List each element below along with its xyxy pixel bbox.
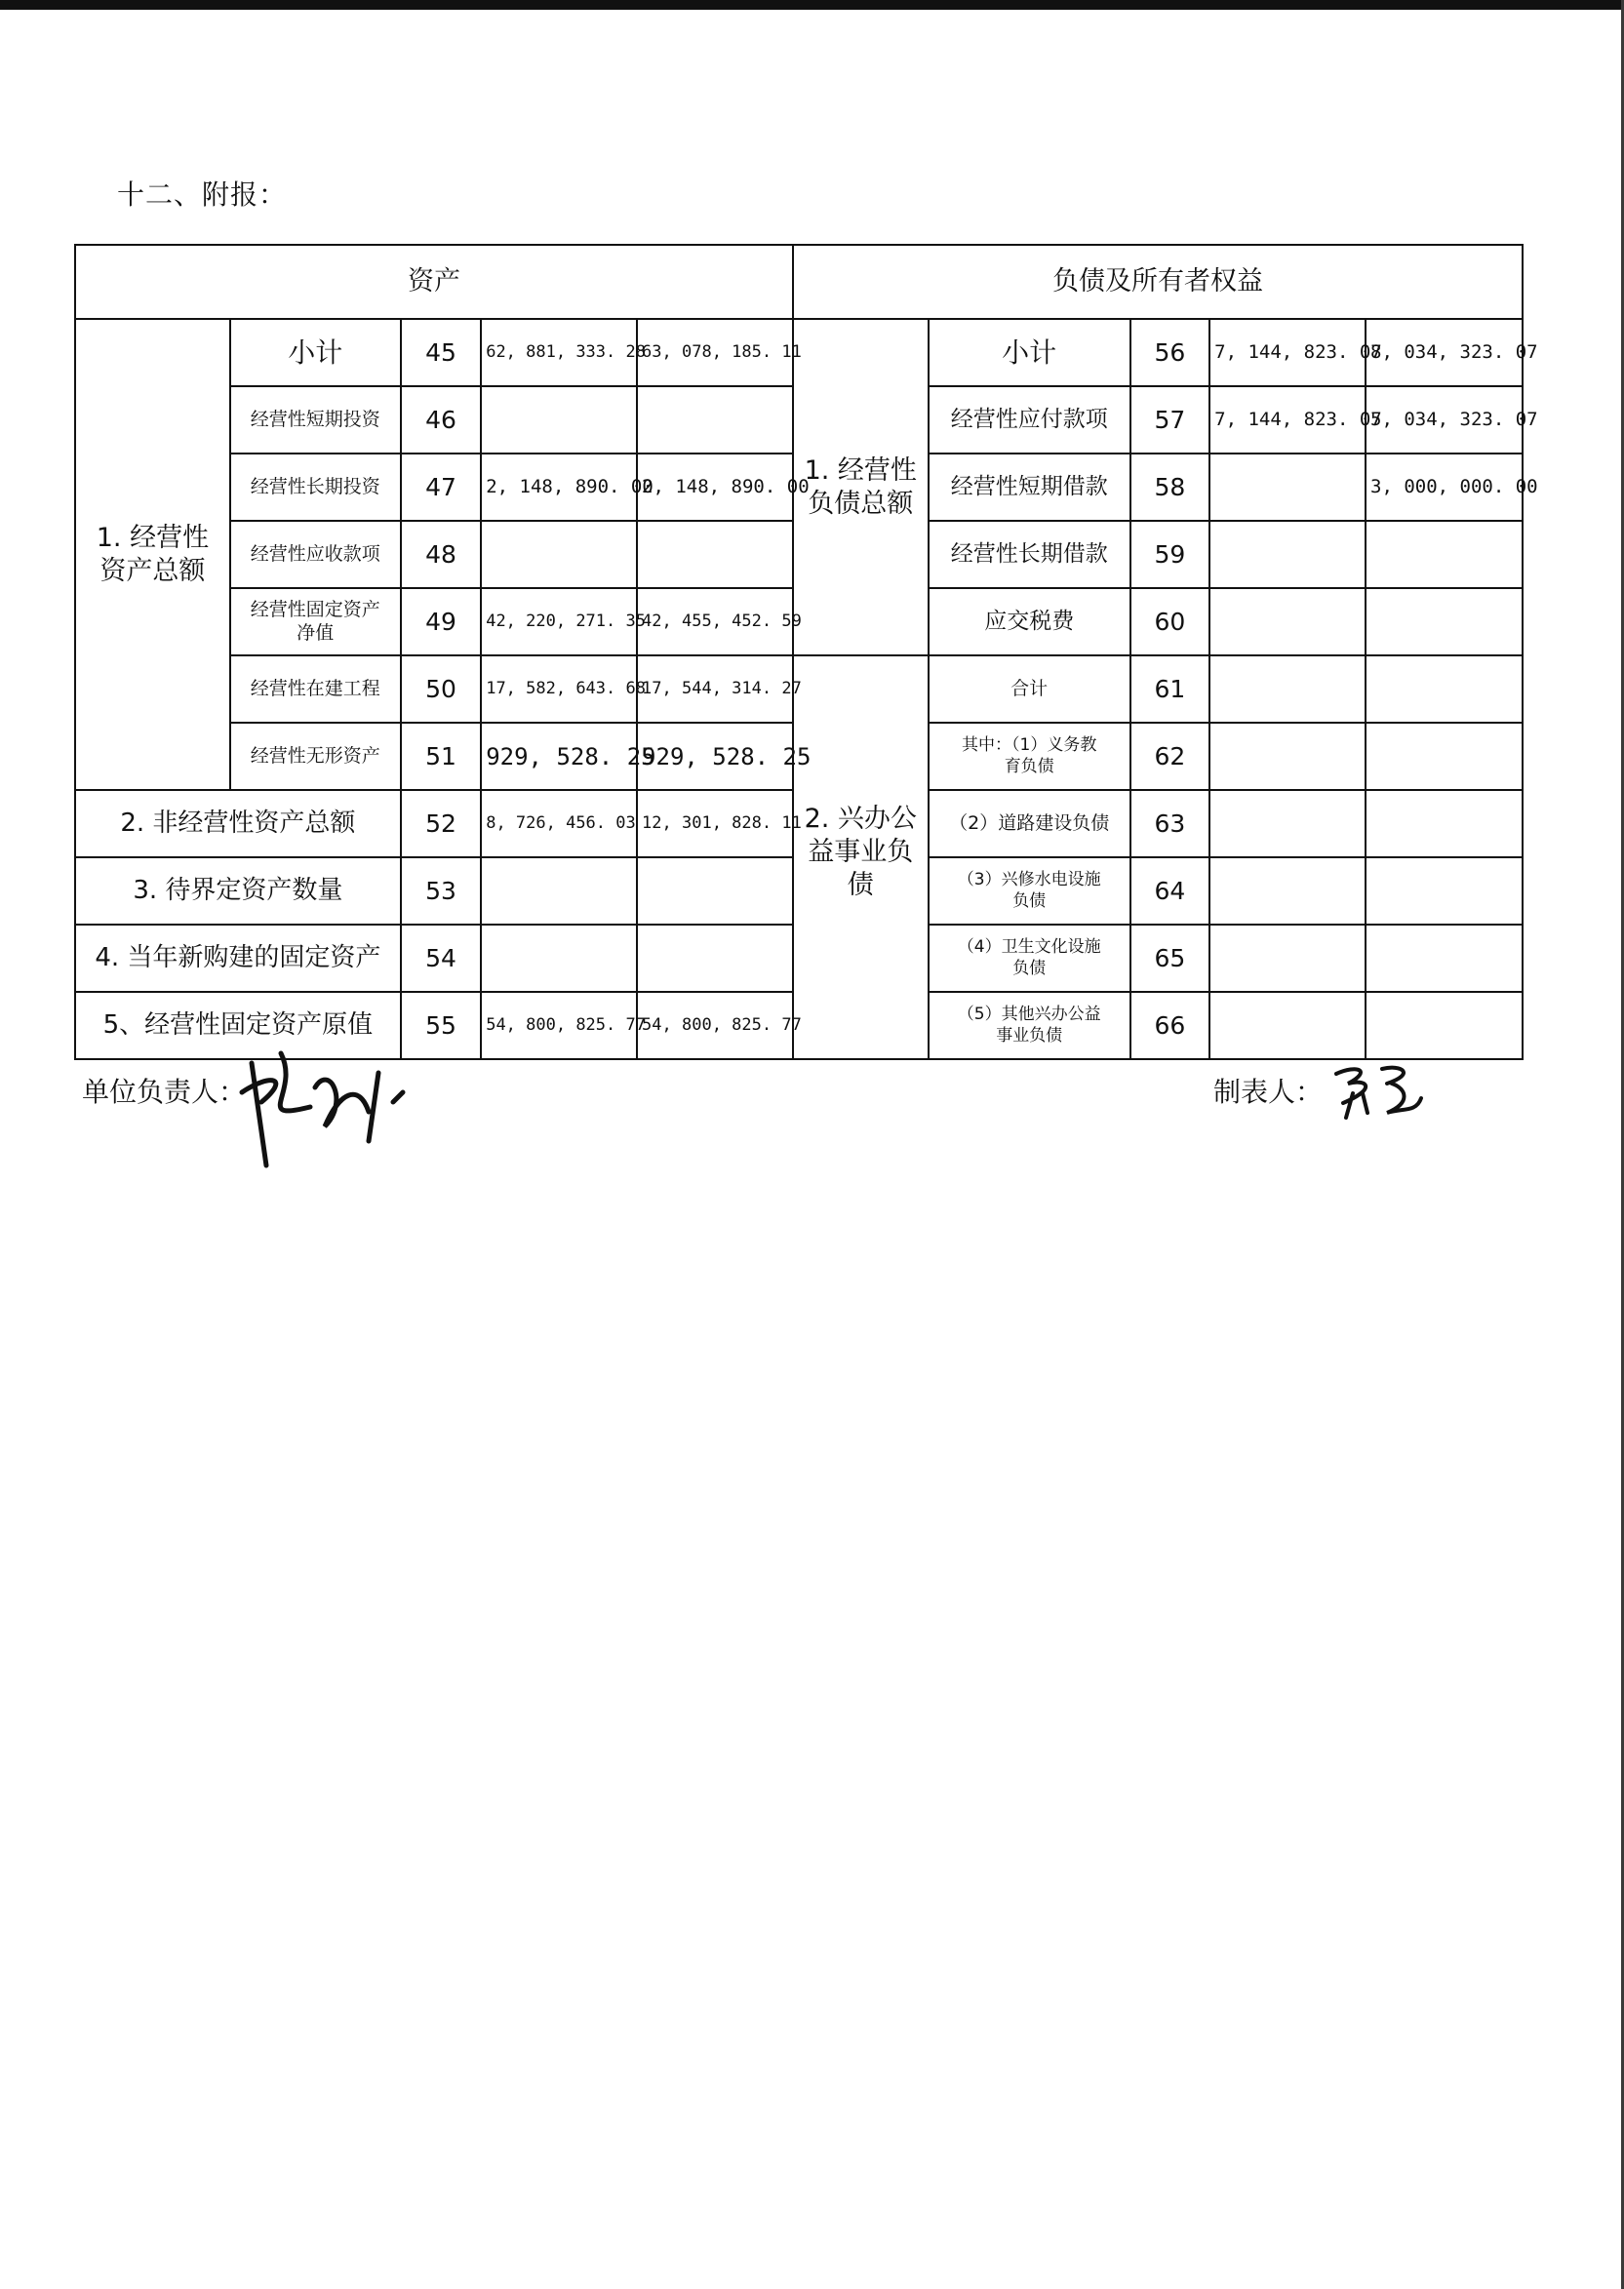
liability-value-opening bbox=[1209, 655, 1366, 723]
liability-label: 经营性应付款项 bbox=[929, 386, 1130, 454]
asset-label: 经营性固定资产 净值 bbox=[230, 588, 401, 655]
liability-label: （2）道路建设负债 bbox=[929, 790, 1130, 857]
asset-value-closing: 63, 078, 185. 11 bbox=[637, 319, 793, 386]
supplementary-report-table bbox=[74, 244, 1538, 1060]
preparer-signature bbox=[1328, 1059, 1426, 1127]
asset-value-opening: 929, 528. 25 bbox=[481, 723, 637, 790]
asset-value-closing bbox=[637, 925, 793, 992]
asset-value-opening bbox=[481, 521, 637, 588]
liability-label: 经营性长期借款 bbox=[929, 521, 1130, 588]
liability-value-closing bbox=[1366, 925, 1523, 992]
line-number: 62 bbox=[1130, 723, 1209, 790]
liability-value-closing bbox=[1366, 790, 1523, 857]
scan-top-border bbox=[0, 0, 1624, 10]
line-number: 55 bbox=[401, 992, 481, 1059]
asset-value-opening: 42, 220, 271. 35 bbox=[481, 588, 637, 655]
asset-value-opening: 2, 148, 890. 00 bbox=[481, 454, 637, 521]
liability-label: 其中：（1）义务教 育负债 bbox=[929, 723, 1130, 790]
liability-value-opening bbox=[1209, 723, 1366, 790]
liabilities-header: 负债及所有者权益 bbox=[793, 245, 1523, 319]
liability-value-closing: 5, 034, 323. 07 bbox=[1366, 386, 1523, 454]
asset-value-opening bbox=[481, 925, 637, 992]
liability-label: （5）其他兴办公益 事业负债 bbox=[929, 992, 1130, 1059]
liability-group-public-welfare: 2. 兴办公 益事业负 债 bbox=[793, 655, 929, 1059]
line-number: 52 bbox=[401, 790, 481, 857]
line-number: 46 bbox=[401, 386, 481, 454]
liability-label: （4）卫生文化设施 负债 bbox=[929, 925, 1130, 992]
line-number: 48 bbox=[401, 521, 481, 588]
unit-head-signature bbox=[232, 1034, 427, 1170]
liability-value-closing bbox=[1366, 723, 1523, 790]
liability-group-operating: 1. 经营性 负债总额 bbox=[793, 319, 929, 655]
line-number: 49 bbox=[401, 588, 481, 655]
asset-label: 2. 非经营性资产总额 bbox=[75, 790, 401, 857]
line-number: 50 bbox=[401, 655, 481, 723]
line-number: 58 bbox=[1130, 454, 1209, 521]
line-number: 61 bbox=[1130, 655, 1209, 723]
line-number: 45 bbox=[401, 319, 481, 386]
line-number: 60 bbox=[1130, 588, 1209, 655]
liability-value-opening bbox=[1209, 790, 1366, 857]
liability-value-opening bbox=[1209, 521, 1366, 588]
liability-label: 经营性短期借款 bbox=[929, 454, 1130, 521]
liability-value-opening: 7, 144, 823. 07 bbox=[1209, 386, 1366, 454]
line-number: 51 bbox=[401, 723, 481, 790]
asset-label: 经营性短期投资 bbox=[230, 386, 401, 454]
line-number: 54 bbox=[401, 925, 481, 992]
table-row bbox=[75, 319, 1523, 386]
asset-value-opening bbox=[481, 857, 637, 925]
liability-label: 合计 bbox=[929, 655, 1130, 723]
asset-value-opening: 62, 881, 333. 28 bbox=[481, 319, 637, 386]
preparer-label: 制表人： bbox=[1213, 1076, 1324, 1108]
liability-value-closing bbox=[1366, 588, 1523, 655]
line-number: 59 bbox=[1130, 521, 1209, 588]
line-number: 47 bbox=[401, 454, 481, 521]
line-number: 53 bbox=[401, 857, 481, 925]
liability-value-opening bbox=[1209, 925, 1366, 992]
asset-value-opening: 8, 726, 456. 03 bbox=[481, 790, 637, 857]
assets-header: 资产 bbox=[75, 245, 793, 319]
table-header-row bbox=[75, 245, 1523, 319]
line-number: 64 bbox=[1130, 857, 1209, 925]
asset-label: 4. 当年新购建的固定资产 bbox=[75, 925, 401, 992]
asset-label: 经营性应收款项 bbox=[230, 521, 401, 588]
asset-value-closing: 42, 455, 452. 59 bbox=[637, 588, 793, 655]
liability-value-opening bbox=[1209, 992, 1366, 1059]
asset-value-opening: 54, 800, 825. 77 bbox=[481, 992, 637, 1059]
asset-label: 经营性长期投资 bbox=[230, 454, 401, 521]
asset-value-closing: 929, 528. 25 bbox=[637, 723, 793, 790]
liability-value-opening bbox=[1209, 588, 1366, 655]
asset-label: 经营性无形资产 bbox=[230, 723, 401, 790]
asset-value-closing bbox=[637, 521, 793, 588]
asset-value-closing: 54, 800, 825. 77 bbox=[637, 992, 793, 1059]
asset-value-opening bbox=[481, 386, 637, 454]
asset-label: 经营性在建工程 bbox=[230, 655, 401, 723]
liability-label: 小计 bbox=[929, 319, 1130, 386]
liability-label: （3）兴修水电设施 负债 bbox=[929, 857, 1130, 925]
liability-value-opening: 7, 144, 823. 07 bbox=[1209, 319, 1366, 386]
asset-value-closing: 2, 148, 890. 00 bbox=[637, 454, 793, 521]
liability-value-closing: 8, 034, 323. 07 bbox=[1366, 319, 1523, 386]
liability-value-closing: 3, 000, 000. 00 bbox=[1366, 454, 1523, 521]
line-number: 65 bbox=[1130, 925, 1209, 992]
liability-label: 应交税费 bbox=[929, 588, 1130, 655]
line-number: 57 bbox=[1130, 386, 1209, 454]
asset-label: 小计 bbox=[230, 319, 401, 386]
line-number: 66 bbox=[1130, 992, 1209, 1059]
liability-value-opening bbox=[1209, 857, 1366, 925]
asset-value-closing bbox=[637, 386, 793, 454]
table-row bbox=[75, 655, 1523, 723]
asset-value-closing bbox=[637, 857, 793, 925]
asset-value-opening: 17, 582, 643. 68 bbox=[481, 655, 637, 723]
liability-value-opening bbox=[1209, 454, 1366, 521]
section-heading: 十二、附报： bbox=[117, 178, 288, 211]
liability-value-closing bbox=[1366, 992, 1523, 1059]
unit-head-label: 单位负责人： bbox=[82, 1076, 247, 1108]
asset-group-operating: 1. 经营性 资产总额 bbox=[75, 319, 230, 790]
asset-value-closing: 17, 544, 314. 27 bbox=[637, 655, 793, 723]
liability-value-closing bbox=[1366, 521, 1523, 588]
asset-value-closing: 12, 301, 828. 11 bbox=[637, 790, 793, 857]
asset-label: 3. 待界定资产数量 bbox=[75, 857, 401, 925]
liability-value-closing bbox=[1366, 655, 1523, 723]
line-number: 56 bbox=[1130, 319, 1209, 386]
line-number: 63 bbox=[1130, 790, 1209, 857]
asset-label: 5、经营性固定资产原值 bbox=[75, 992, 401, 1059]
liability-value-closing bbox=[1366, 857, 1523, 925]
